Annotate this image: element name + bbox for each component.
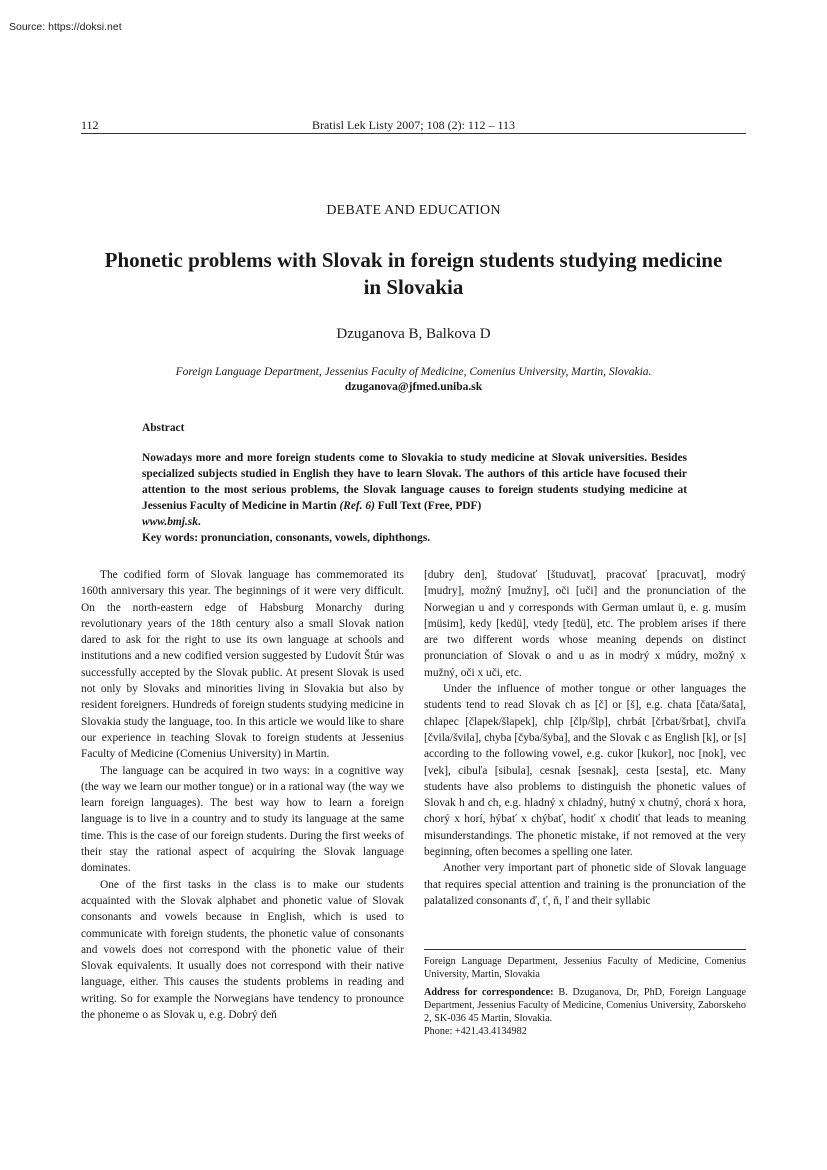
abstract-body: Nowadays more and more foreign students come to Slovakia to study medicine at Slovak universities. Besides specialized subjects studied in English they have to learn Slovak. The authors of this article have focused their attention to the most serious problems, the Slovak language causes to foreign students studying medicine at Jessenius Faculty of Medicine in Martin (Ref. 6) Full Text (Free, PDF) www.bmj.sk. Key words: pronunciation, consonants, vowels, diphthongs. — [142, 452, 687, 544]
affiliation-text: Foreign Language Department, Jessenius Faculty of Medicine, Comenius University, Martin, Slovakia. — [175, 366, 652, 378]
paragraph: One of the first tasks in the class is to make our students acquainted with the Slovak alphabet and phonetic value of Slovak consonants and vowels because in English, which is used to communicate with foreign students, the phonetic value of consonants and vowels does not correspond with the phonetic value of their Slovak equivalents. It usually does not correspond with their native language, either. This causes the students problems in reading and writing. So for example the Norwegians have tendency to pronounce the phoneme o as Slovak u, e.g. Dobrý deň — [81, 878, 404, 1022]
body-column-right — [424, 567, 746, 909]
paragraph: The language can be acquired in two ways: in a cognitive way (the way we learn our mother tongue) or in a rational way (the way we learn foreign languages). The best way how to learn a foreign language is to live in a country and to study its language at the same time. This is the case of our foreign students. During the first weeks of their stay the rational aspect of acquiring the Slovak language dominates. — [81, 764, 404, 875]
author-email[interactable]: dzuganova@jfmed.uniba.sk — [344, 381, 483, 393]
abstract — [142, 420, 687, 546]
keywords: Key words: pronunciation, consonants, vowels, diphthongs. — [142, 532, 431, 544]
abstract-heading: Abstract — [142, 422, 185, 434]
correspondence-label: Address for correspondence: — [424, 987, 554, 998]
article-title: Phonetic problems with Slovak in foreign students studying medicine in Slovakia — [104, 248, 723, 299]
abstract-ref: (Ref. 6) — [339, 500, 375, 512]
footnote-correspondence — [424, 986, 746, 1038]
paragraph: [dubry den], študovať [študuvat], pracovať [pracuvat], modrý [mudry], možný [mužny], oči [uči] and the pronunciation of the Norwegian u and y corresponds with German umlaut ü, e. g. musím [müsim], kedy [kedü], vtedy [tedü], etc. The problem arises if there are two different words whose meaning depends on distinct pronunciation of Slovak o and u as in modrý x múdry, možný x mužný, oči x uči, etc. — [424, 569, 746, 679]
correspondence-address: B. Dzuganova, Dr, PhD, Foreign Language Department, Jessenius Faculty of Medicine, Comenius University, Zaborskeho 2, SK-036 45 Martin, Slovakia. — [424, 987, 747, 1024]
paragraph: The codified form of Slovak language has commemorated its 160th anniversary this year. The beginnings of it were very difficult. On the north-eastern edge of Habsburg Monarchy during revolutionary years of the 18th century also a small Slovak nation dared to ask for the right to use its own language at schools and institutions and a new codified version suggested by Ľudovít Štúr was successfully accepted by the Slovak public. At present Slovak is used not only by Slovaks and minorities living in Slovakia but also by resident foreigners. Hundreds of foreign students studying medicine in Slovakia study the language, too. In this article we would like to share our experience in teaching Slovak to foreign students at Jessenius Faculty of Medicine (Comenius University) in Martin. — [81, 569, 404, 761]
journal-citation: Bratisl Lek Listy 2007; 108 (2): 112 – 113 — [311, 118, 516, 132]
footnote-affiliation: Foreign Language Department, Jessenius Faculty of Medicine, Comenius University, Martin, Slovakia — [424, 956, 746, 980]
section-heading: DEBATE AND EDUCATION — [326, 203, 501, 218]
paragraph: Under the influence of mother tongue or other languages the students tend to read Slovak ch as [č] or [š], e.g. chata [čata/šata], chlapec [člapek/šlapek], chlp [člp/šlp], chrbát [črbat/šrbat], chviľa [čvila/švila], chyba [čyba/šyba], and the Slovak c as English [k], or [s] according to the following vowel, e.g. cukor [kukor], noc [nok], vec [vek], cibuľa [sibula], cesnak [sesnak], cesta [sesta], etc. Many students have also problems to distinguish the phonetic values of Slovak h and ch, e.g. hladný x chladný, hutný x chutný, chorá x hora, chorý x horí, hýbať x chýbať, hodiť x chodiť that leads to meaning misunderstandings. The phonetic mistake, if not removed at the very beginning, often becomes a spelling one later. — [424, 683, 746, 859]
affiliation — [150, 365, 677, 395]
paragraph: Another very important part of phonetic side of Slovak language that requires special attention and training is the pronunciation of the palatalized consonants ď, ť, ň, ľ and their syllabic — [424, 862, 746, 907]
correspondence-phone: Phone: +421.43.4134982 — [424, 1026, 527, 1037]
running-header — [81, 118, 746, 134]
source-url: Source: https://doksi.net — [9, 21, 122, 33]
footnote — [424, 949, 746, 1043]
page-number: 112 — [81, 118, 99, 132]
abstract-fulltext: Full Text (Free, PDF) — [377, 500, 482, 512]
abstract-url[interactable]: www.bmj.sk — [142, 516, 198, 528]
body-column-left — [81, 567, 404, 1023]
authors: Dzuganova B, Balkova D — [336, 326, 491, 342]
abstract-text: Nowadays more and more foreign students come to Slovakia to study medicine at Slovak universities. Besides specialized subjects studied in English they have to learn Slovak. The authors of this article have focused their attention to the most serious problems, the Slovak language causes to foreign students studying medicine at Jessenius Faculty of Medicine in Martin — [142, 452, 687, 512]
